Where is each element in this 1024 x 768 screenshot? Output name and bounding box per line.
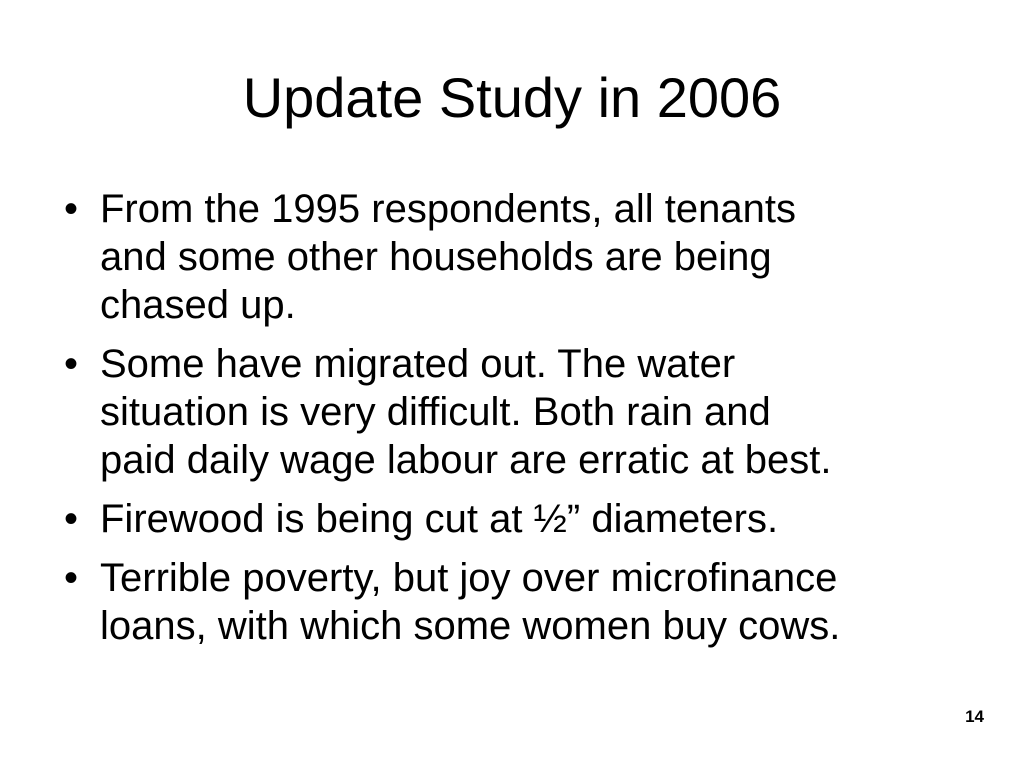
bullet-text: Firewood is being cut at ½” diameters. [100,497,779,541]
bullet-icon: • [63,556,78,600]
bullet-icon: • [63,497,78,541]
bullet-text: Some have migrated out. The water situation is very difficult. Both rain and paid daily wage labour are erratic at best. [100,342,832,482]
slide-number: 14 [965,707,984,726]
bullet-item [56,495,976,543]
slide-title: Update Study in 2006 [242,66,782,129]
bullet-text: From the 1995 respondents, all tenants and some other households are being chased up. [100,187,796,327]
bullet-icon: • [63,342,78,386]
bullet-item [56,340,976,484]
bullet-item [56,554,976,650]
bullet-text: Terrible poverty, but joy over microfinance loans, with which some women buy cows. [100,556,841,648]
bullet-list [56,185,976,661]
bullet-icon: • [63,187,78,231]
bullet-item [56,185,976,329]
